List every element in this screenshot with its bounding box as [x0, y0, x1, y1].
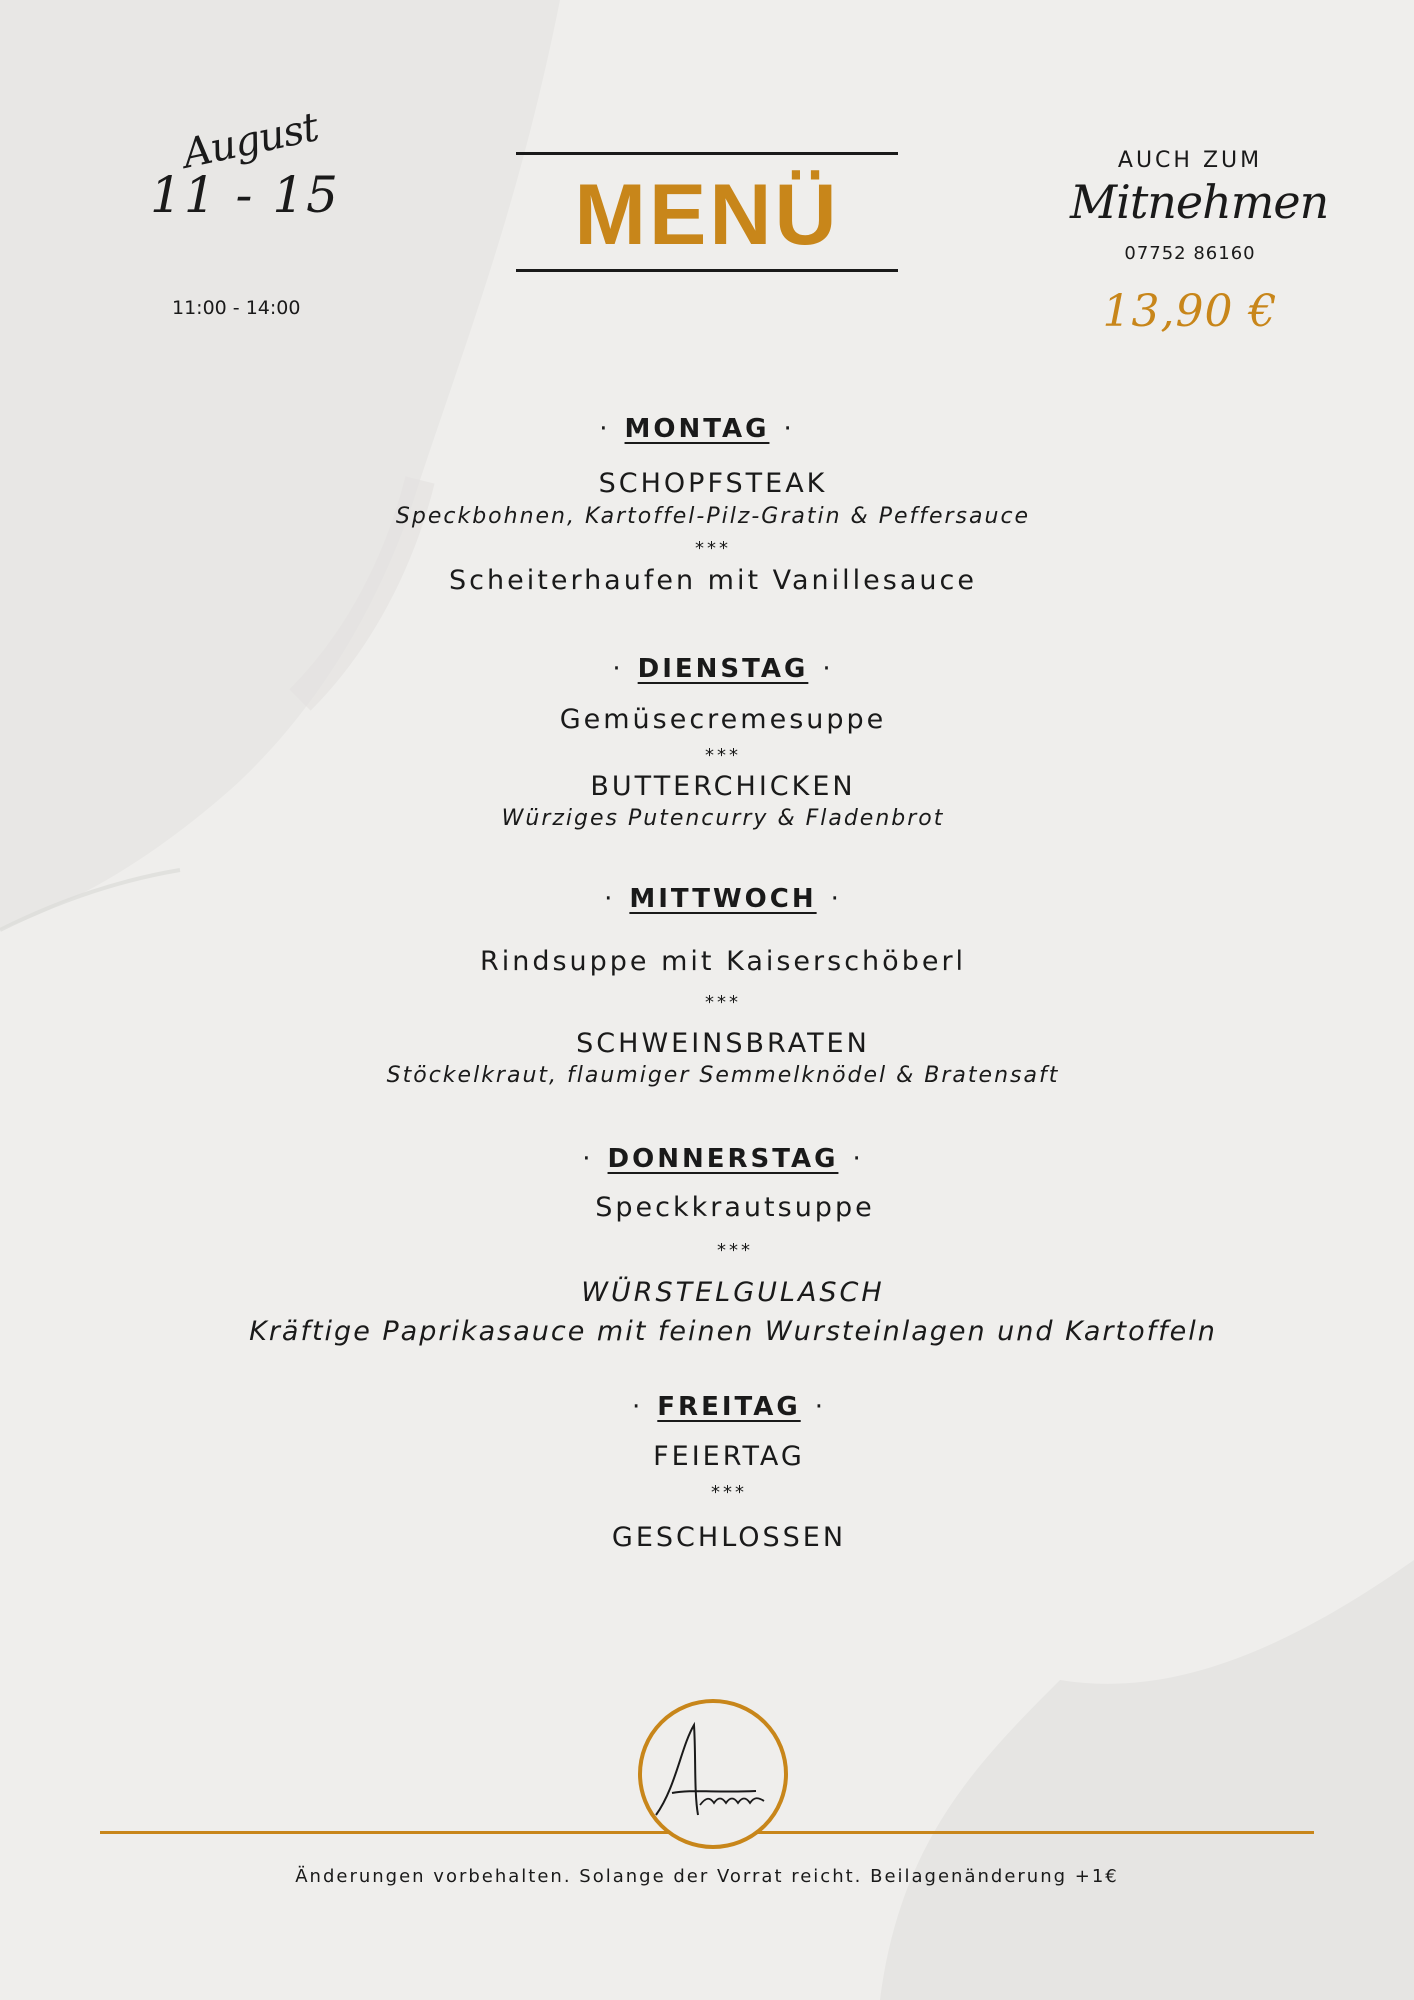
day-heading-mittwoch — [216, 884, 1230, 914]
dish-freitag-1: FEIERTAG — [653, 1441, 805, 1472]
alexandra-logo — [636, 1697, 790, 1851]
footer-note: Änderungen vorbehalten. Solange der Vorrat reicht. Beilagenänderung +1€ — [295, 1866, 1119, 1887]
dish-mittwoch-1: Rindsuppe mit Kaiserschöberl — [479, 946, 967, 977]
dish-mittwoch-2-desc: Stöckelkraut, flaumiger Semmelknödel & Bratensaft — [386, 1063, 1060, 1088]
opening-hours: 11:00 - 14:00 — [172, 297, 301, 319]
bullet: · — [599, 414, 611, 444]
dish-montag-1: SCHOPFSTEAK — [598, 468, 828, 499]
day-heading-montag — [190, 414, 1204, 444]
dish-donnerstag-2-desc: Kräftige Paprikasauce mit feinen Wursteinlagen und Kartoffeln — [249, 1316, 1217, 1347]
dish-montag-2: Scheiterhaufen mit Vanillesauce — [449, 565, 977, 596]
day-name: MITTWOCH — [629, 884, 817, 914]
dish-mittwoch-2: SCHWEINSBRATEN — [576, 1028, 870, 1059]
separator: *** — [705, 992, 741, 1013]
day-name: MONTAG — [624, 414, 770, 444]
bullet: · — [612, 654, 624, 684]
phone-number: 07752 86160 — [1124, 243, 1256, 264]
day-heading-dienstag — [216, 654, 1230, 684]
dish-dienstag-2: BUTTERCHICKEN — [590, 771, 856, 802]
day-name: DIENSTAG — [637, 654, 809, 684]
bullet: · — [783, 414, 795, 444]
separator: *** — [695, 538, 731, 559]
separator: *** — [717, 1240, 753, 1261]
bullet: · — [632, 1392, 644, 1422]
day-heading-donnerstag — [216, 1144, 1230, 1174]
day-heading-freitag — [222, 1392, 1236, 1422]
date-block — [140, 104, 350, 224]
bullet: · — [582, 1144, 594, 1174]
bullet: · — [852, 1144, 864, 1174]
dish-freitag-2: GESCHLOSSEN — [611, 1522, 847, 1553]
bullet: · — [814, 1392, 826, 1422]
separator: *** — [705, 745, 741, 766]
day-name: FREITAG — [657, 1392, 801, 1422]
separator: *** — [711, 1482, 747, 1503]
takeaway-block — [1070, 148, 1329, 337]
takeaway-line2: Mitnehmen — [1070, 175, 1329, 229]
month-label: August — [178, 104, 322, 178]
title-rule-top — [516, 152, 898, 155]
dish-dienstag-1: Gemüsecremesuppe — [559, 704, 887, 735]
bullet: · — [830, 884, 842, 914]
dish-donnerstag-2: WÜRSTELGULASCH — [581, 1277, 885, 1308]
day-name: DONNERSTAG — [607, 1144, 839, 1174]
dish-dienstag-2-desc: Würziges Putencurry & Fladenbrot — [501, 806, 945, 831]
page-title: MENÜ — [574, 167, 840, 263]
takeaway-line1: AUCH ZUM — [1117, 148, 1263, 173]
logo-seal — [636, 1697, 790, 1851]
date-range: 11 - 15 — [150, 166, 340, 224]
price: 13,90 € — [1102, 286, 1278, 337]
menu-title-block — [516, 152, 898, 272]
bullet: · — [822, 654, 834, 684]
bullet: · — [604, 884, 616, 914]
dish-montag-1-desc: Speckbohnen, Kartoffel-Pilz-Gratin & Peffersauce — [395, 504, 1031, 529]
dish-donnerstag-1: Speckkrautsuppe — [595, 1192, 875, 1223]
title-rule-bottom — [516, 269, 898, 272]
